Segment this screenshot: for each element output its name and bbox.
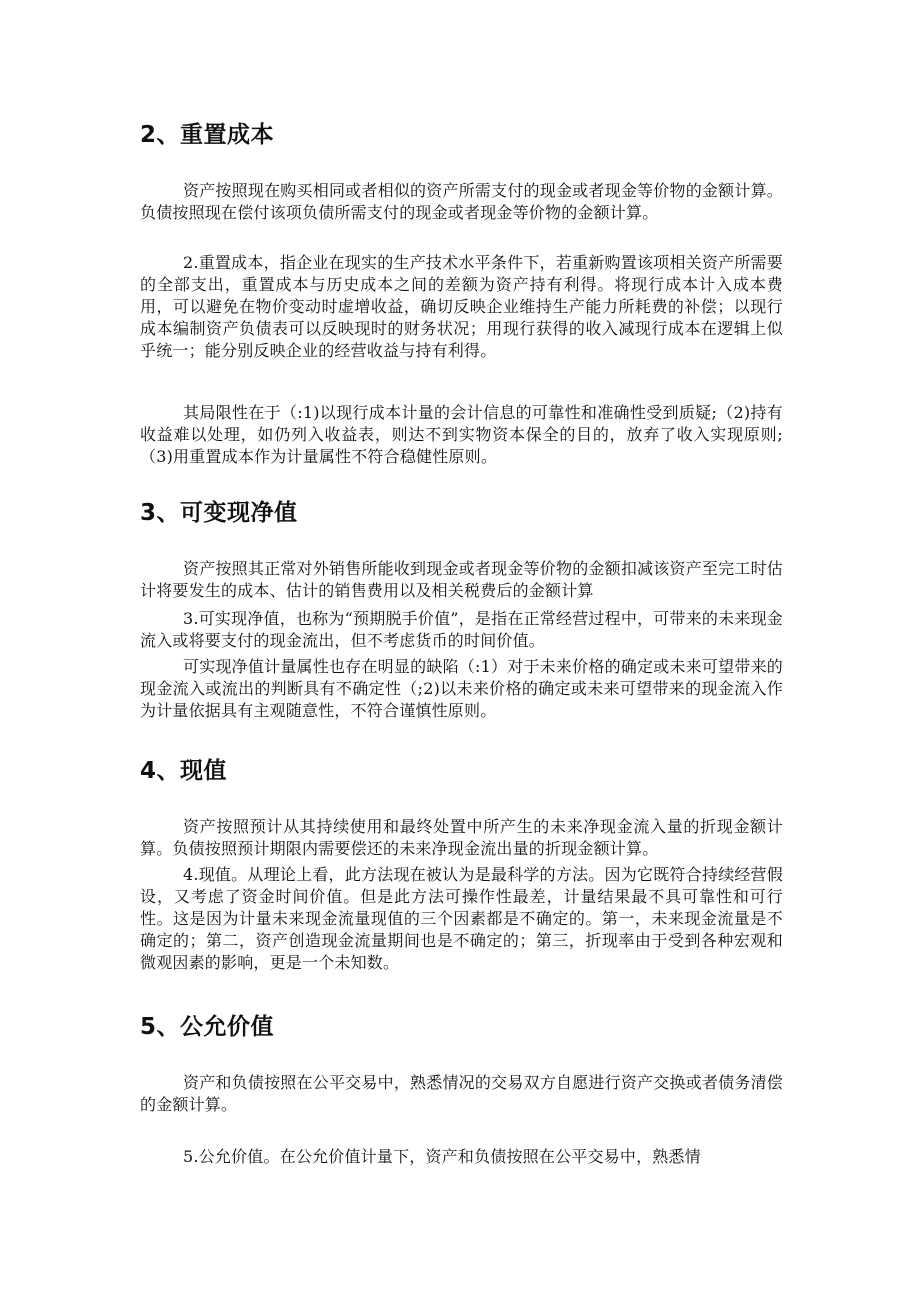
paragraph-fair-value-definition: 资产和负债按照在公平交易中，熟悉情况的交易双方自愿进行资产交换或者债务清偿的金额计算。 (140, 1073, 783, 1114)
section-title-fair-value: 5、公允价值 (140, 1014, 275, 1040)
paragraph-net-realizable-value-explanation: 3.可实现净值，也称为“预期脱手价值”，是指在正常经营过程中，可带来的未来现金流入或将要支付的现金流出，但不考虑货币的时间价值。 (140, 609, 783, 650)
paragraph-net-realizable-value-definition: 资产按照其正常对外销售所能收到现金或者现金等价物的金额扣减该资产至完工时估计将要发生的成本、估计的销售费用以及相关税费后的金额计算 (140, 559, 783, 600)
paragraph-present-value-definition: 资产按照预计从其持续使用和最终处置中所产生的未来净现金流入量的折现金额计算。负债按照预计期限内需要偿还的未来净现金流出量的折现金额计算。 (140, 817, 783, 858)
paragraph-replacement-cost-limitations: 其局限性在于（:1)以现行成本计量的会计信息的可靠性和准确性受到质疑;（2)持有收益难以处理，如仍列入收益表，则达不到实物资本保全的目的，放弃了收入实现原则;（3)用重置成本作为计量属性不符合稳健性原则。 (140, 403, 783, 466)
section-title-net-realizable-value: 3、可变现净值 (140, 500, 298, 526)
paragraph-replacement-cost-definition: 资产按照现在购买相同或者相似的资产所需支付的现金或者现金等价物的金额计算。负债按照现在偿付该项负债所需支付的现金或者现金等价物的金额计算。 (140, 181, 783, 222)
paragraph-net-realizable-value-limitations: 可实现净值计量属性也存在明显的缺陷（:1）对于未来价格的确定或未来可望带来的现金流入或流出的判断具有不确定性（;2)以未来价格的确定或未来可望带来的现金流入作为计量依据具有主观随意性，不符合谨慎性原则。 (140, 657, 783, 720)
section-title-present-value: 4、现值 (140, 758, 228, 784)
paragraph-present-value-explanation: 4.现值。从理论上看，此方法现在被认为是最科学的方法。因为它既符合持续经营假设，又考虑了资金时间价值。但是此方法可操作性最差，计量结果最不具可靠性和可行性。这是因为计量未来现金流量现值的三个因素都是不确定的。第一，未来现金流量是不确定的；第二，资产创造现金流量期间也是不确定的；第三，折现率由于受到各种宏观和微观因素的影响，更是一个未知数。 (140, 865, 783, 972)
paragraph-replacement-cost-explanation: 2.重置成本，指企业在现实的生产技术水平条件下，若重新购置该项相关资产所需要的全部支出，重置成本与历史成本之间的差额为资产持有利得。将现行成本计入成本费用，可以避免在物价变动时虚增收益，确切反映企业维持生产能力所耗费的补偿；以现行成本编制资产负债表可以反映现时的财务状况；用现行获得的收入减现行成本在逻辑上似乎统一；能分别反映企业的经营收益与持有利得。 (140, 253, 783, 360)
paragraph-fair-value-explanation: 5.公允价值。在公允价值计量下，资产和负债按照在公平交易中，熟悉情 (183, 1147, 701, 1166)
section-title-replacement-cost: 2、重置成本 (140, 122, 275, 148)
